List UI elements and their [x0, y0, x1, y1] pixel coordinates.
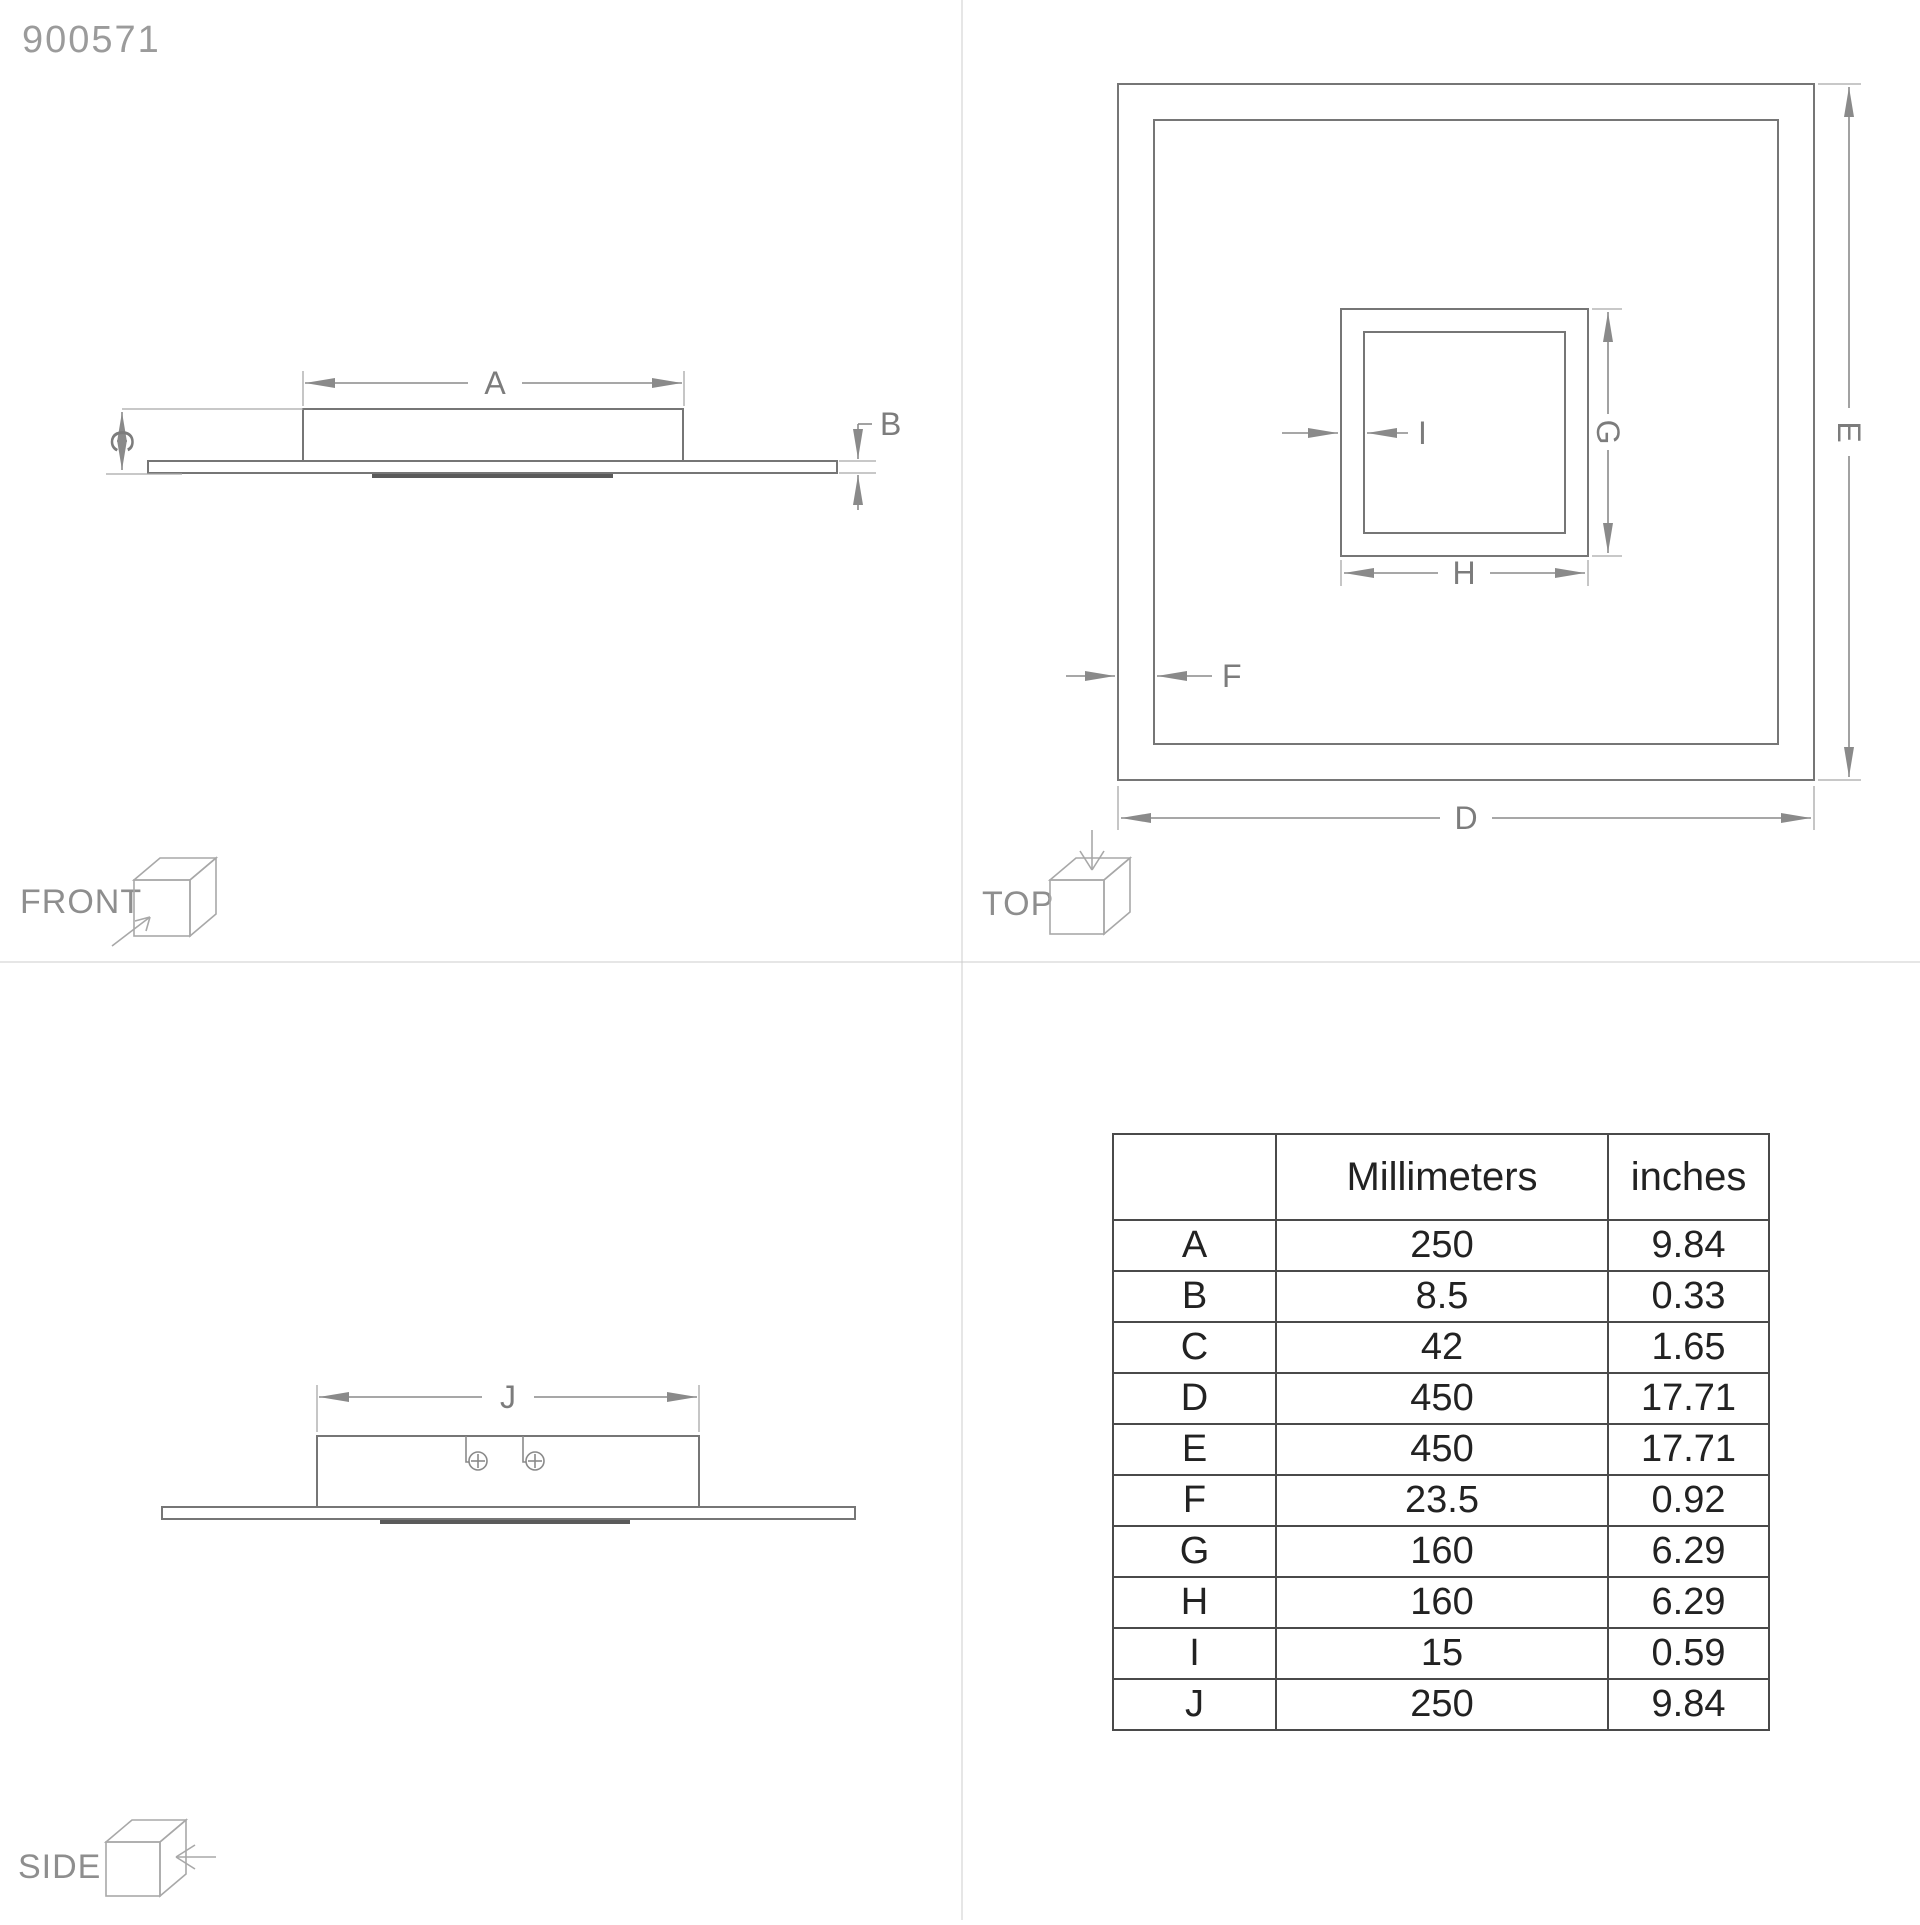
table-header-millimeters: Millimeters	[1276, 1134, 1608, 1220]
top-view-legend	[982, 830, 1130, 934]
inches-cell: 0.33	[1608, 1271, 1769, 1322]
top-view-label: TOP	[982, 885, 1055, 923]
dim-label-b: B	[880, 406, 902, 442]
side-view-legend	[18, 1820, 216, 1896]
front-fixture-body	[303, 409, 683, 461]
mounting-screw	[466, 1436, 487, 1470]
inches-cell: 0.92	[1608, 1475, 1769, 1526]
dim-label-d: D	[1454, 800, 1478, 836]
dim-letter-cell: C	[1113, 1322, 1276, 1373]
side-view-label: SIDE	[18, 1848, 102, 1886]
millimeters-cell: 250	[1276, 1220, 1608, 1271]
inches-cell: 9.84	[1608, 1220, 1769, 1271]
dim-letter-cell: G	[1113, 1526, 1276, 1577]
inches-cell: 0.59	[1608, 1628, 1769, 1679]
dim-letter-cell: A	[1113, 1220, 1276, 1271]
table-row	[1113, 1526, 1769, 1577]
table-row	[1113, 1322, 1769, 1373]
table-row	[1113, 1475, 1769, 1526]
millimeters-cell: 160	[1276, 1577, 1608, 1628]
table-header-blank	[1113, 1134, 1276, 1220]
millimeters-cell: 42	[1276, 1322, 1608, 1373]
front-ceiling-plate	[148, 461, 837, 473]
inches-cell: 9.84	[1608, 1679, 1769, 1730]
table-row	[1113, 1679, 1769, 1730]
dim-label-h: H	[1452, 555, 1476, 591]
dimension-table	[1112, 1133, 1770, 1731]
dim-label-a: A	[484, 365, 506, 401]
dim-letter-cell: F	[1113, 1475, 1276, 1526]
side-ceiling-plate	[162, 1507, 855, 1519]
table-row	[1113, 1220, 1769, 1271]
inches-cell: 17.71	[1608, 1424, 1769, 1475]
millimeters-cell: 450	[1276, 1373, 1608, 1424]
millimeters-cell: 160	[1276, 1526, 1608, 1577]
dim-label-f: F	[1222, 658, 1242, 694]
millimeters-cell: 15	[1276, 1628, 1608, 1679]
table-row	[1113, 1577, 1769, 1628]
inches-cell: 1.65	[1608, 1322, 1769, 1373]
table-row	[1113, 1373, 1769, 1424]
top-view	[1066, 84, 1867, 836]
dim-label-i: I	[1418, 415, 1427, 451]
dim-label-c: C	[104, 429, 140, 453]
inches-cell: 6.29	[1608, 1526, 1769, 1577]
inches-cell: 6.29	[1608, 1577, 1769, 1628]
side-view	[162, 1379, 855, 1522]
front-view	[104, 365, 901, 510]
dimension-table-body	[1113, 1220, 1769, 1730]
dim-letter-cell: B	[1113, 1271, 1276, 1322]
dim-label-g: G	[1590, 419, 1626, 445]
millimeters-cell: 8.5	[1276, 1271, 1608, 1322]
table-header-inches: inches	[1608, 1134, 1769, 1220]
millimeters-cell: 450	[1276, 1424, 1608, 1475]
table-row	[1113, 1424, 1769, 1475]
side-fixture-body	[317, 1436, 699, 1507]
mounting-screw	[523, 1436, 544, 1470]
table-row	[1113, 1628, 1769, 1679]
dim-letter-cell: I	[1113, 1628, 1276, 1679]
dim-label-j: J	[500, 1379, 516, 1415]
top-inner-square	[1154, 120, 1778, 744]
millimeters-cell: 250	[1276, 1679, 1608, 1730]
dim-letter-cell: H	[1113, 1577, 1276, 1628]
dim-label-e: E	[1831, 421, 1867, 443]
inches-cell: 17.71	[1608, 1373, 1769, 1424]
product-code: 900571	[22, 19, 161, 61]
dim-letter-cell: D	[1113, 1373, 1276, 1424]
top-view-cube-icon	[1050, 830, 1130, 934]
side-view-cube-icon	[106, 1820, 216, 1896]
front-view-legend	[20, 858, 216, 946]
table-row	[1113, 1271, 1769, 1322]
front-view-label: FRONT	[20, 883, 143, 921]
dim-letter-cell: E	[1113, 1424, 1276, 1475]
dim-letter-cell: J	[1113, 1679, 1276, 1730]
dimension-table-head	[1113, 1134, 1769, 1220]
millimeters-cell: 23.5	[1276, 1475, 1608, 1526]
